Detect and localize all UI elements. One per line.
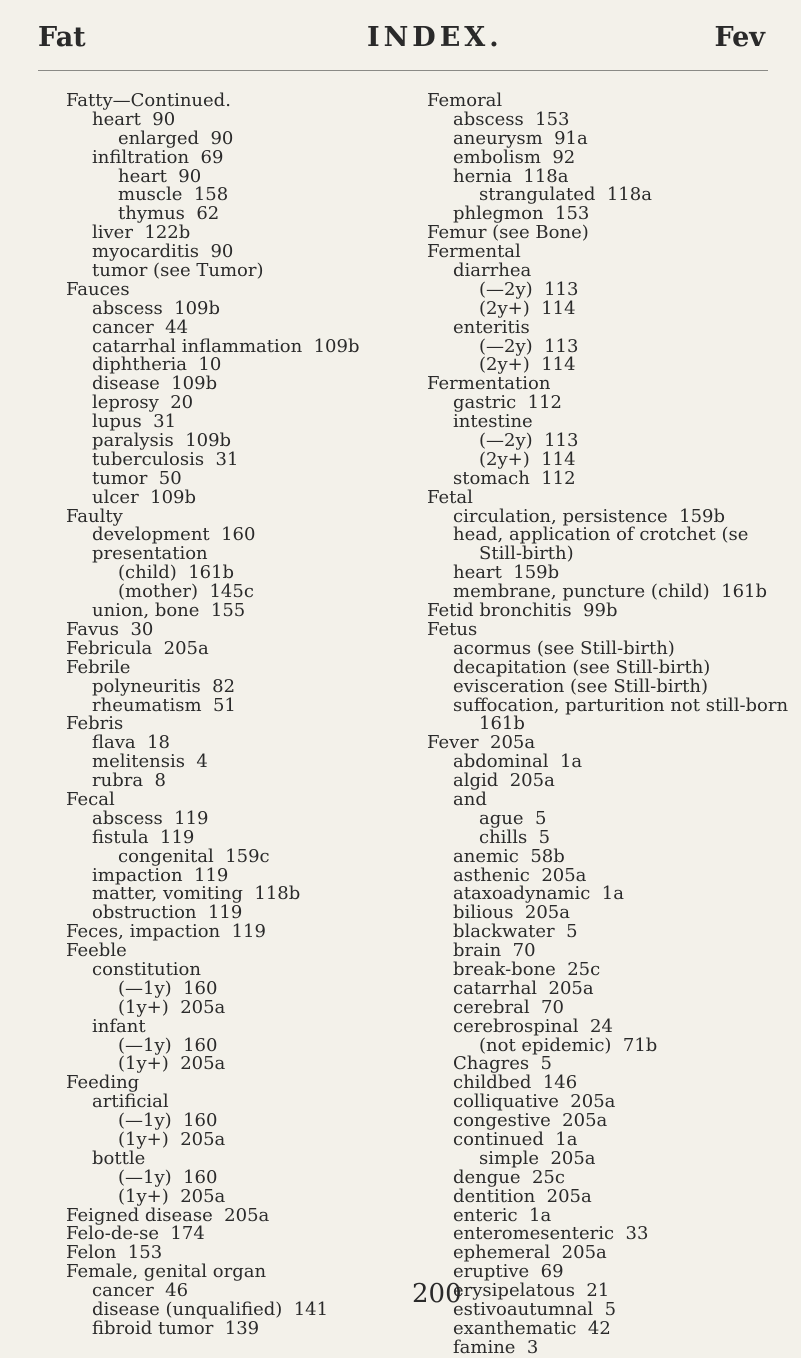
- index-subentry: enteric 1a: [453, 1204, 552, 1226]
- index-subentry: evisceration (see Still-birth): [453, 675, 708, 697]
- index-subentry: suffocation, parturition not still-born: [453, 694, 789, 716]
- index-subentry: head, application of crotchet (se: [453, 524, 749, 546]
- index-subentry: tuberculosis 31: [92, 448, 239, 470]
- index-entry: Fatty—Continued.: [66, 90, 231, 111]
- index-subentry: catarrhal 205a: [453, 977, 594, 999]
- index-subentry: enteritis: [453, 316, 530, 338]
- index-subentry: leprosy 20: [92, 392, 194, 414]
- index-subentry: tumor 50: [92, 467, 182, 489]
- index-entry: Feeding: [66, 1072, 140, 1094]
- index-subentry: (—1y) 160: [118, 977, 218, 999]
- index-subentry: (1y+) 205a: [118, 1053, 226, 1075]
- index-subentry: rubra 8: [92, 770, 166, 792]
- index-entry: Fecal: [66, 788, 115, 810]
- index-subentry: presentation: [92, 543, 208, 565]
- index-subentry: heart 90: [92, 108, 176, 130]
- index-subentry: aneurysm 91a: [453, 127, 588, 149]
- index-subentry: membrane, puncture (child) 161b: [453, 581, 768, 603]
- index-entry: Felo-de-se 174: [66, 1223, 205, 1245]
- index-subentry: myocarditis 90: [92, 241, 234, 263]
- index-subentry: (—1y) 160: [118, 1166, 218, 1188]
- index-subentry: paralysis 109b: [92, 430, 232, 452]
- index-subentry: ataxoadynamic 1a: [453, 883, 624, 905]
- index-subentry: (—1y) 160: [118, 1110, 218, 1132]
- index-subentry: fistula 119: [92, 826, 195, 848]
- index-subentry: thymus 62: [118, 203, 220, 225]
- index-subentry: fibroid tumor 139: [92, 1317, 260, 1339]
- index-subentry: disease 109b: [92, 373, 218, 395]
- index-subentry: Still-birth): [479, 543, 574, 565]
- index-subentry: (—2y) 113: [479, 278, 579, 300]
- index-subentry: chills 5: [479, 826, 551, 848]
- index-subentry: brain 70: [453, 940, 536, 962]
- index-subentry: diphtheria 10: [92, 354, 222, 376]
- page-number: 200: [412, 1279, 462, 1309]
- index-entry: Feigned disease 205a: [66, 1204, 270, 1226]
- index-subentry: (2y+) 114: [479, 297, 576, 319]
- index-subentry: (child) 161b: [118, 562, 235, 584]
- index-subentry: ague 5: [479, 807, 547, 829]
- index-subentry: gastric 112: [453, 392, 562, 414]
- index-subentry: and: [453, 788, 487, 810]
- index-subentry: (2y+) 114: [479, 354, 576, 376]
- index-subentry: estivoautumnal 5: [453, 1299, 617, 1320]
- index-entry: Femoral: [427, 90, 503, 111]
- index-subentry: development 160: [92, 524, 256, 546]
- index-subentry: 161b: [479, 713, 525, 735]
- index-entry: Febricula 205a: [66, 637, 209, 659]
- index-column-right: [427, 92, 799, 1358]
- index-subentry: (1y+) 205a: [118, 1128, 226, 1150]
- index-entry: Fauces: [66, 278, 130, 300]
- index-subentry: dengue 25c: [453, 1166, 565, 1188]
- index-subentry: muscle 158: [118, 184, 229, 206]
- index-subentry: enteromesenteric 33: [453, 1223, 649, 1245]
- index-subentry: (mother) 145c: [118, 581, 254, 603]
- index-subentry: diarrhea: [453, 260, 532, 282]
- index-entry: Fermentation: [427, 373, 551, 395]
- index-entry: Febrile: [66, 656, 131, 678]
- index-entry: Femur (see Bone): [427, 222, 589, 244]
- index-subentry: (—2y) 113: [479, 335, 579, 357]
- index-entry: Fetus: [427, 618, 478, 640]
- index-subentry: algid 205a: [453, 770, 555, 792]
- index-subentry: infiltration 69: [92, 146, 224, 168]
- index-subentry: abscess 153: [453, 108, 570, 130]
- index-entry: Fetid bronchitis 99b: [427, 600, 618, 622]
- index-subentry: stomach 112: [453, 467, 576, 489]
- index-subentry: liver 122b: [92, 222, 191, 244]
- index-subentry: famine 3: [453, 1336, 539, 1358]
- index-subentry: (not epidemic) 71b: [479, 1034, 658, 1056]
- index-subentry: bottle: [92, 1147, 146, 1169]
- index-subentry: cerebral 70: [453, 996, 564, 1018]
- index-subentry: decapitation (see Still-birth): [453, 656, 711, 678]
- index-subentry: childbed 146: [453, 1072, 578, 1094]
- index-subentry: congestive 205a: [453, 1110, 608, 1132]
- index-subentry: tumor (see Tumor): [92, 260, 264, 282]
- header-left-guide-word: Fat: [38, 22, 86, 53]
- index-subentry: cerebrospinal 24: [453, 1015, 613, 1037]
- index-entry: Fever 205a: [427, 732, 536, 754]
- index-subentry: rheumatism 51: [92, 694, 236, 716]
- index-subentry: dentition 205a: [453, 1185, 592, 1207]
- header-title: INDEX.: [367, 22, 503, 53]
- index-subentry: impaction 119: [92, 864, 229, 886]
- index-subentry: catarrhal inflammation 109b: [92, 335, 360, 357]
- index-subentry: strangulated 118a: [479, 184, 652, 206]
- index-subentry: (—1y) 160: [118, 1034, 218, 1056]
- index-subentry: ephemeral 205a: [453, 1242, 607, 1264]
- index-entry: Fermental: [427, 241, 521, 263]
- header-right-guide-word: Fev: [714, 22, 765, 53]
- index-subentry: matter, vomiting 118b: [92, 883, 301, 905]
- header-rule: [38, 70, 768, 71]
- index-subentry: infant: [92, 1015, 146, 1037]
- index-subentry: (1y+) 205a: [118, 1185, 226, 1207]
- index-subentry: abscess 109b: [92, 297, 221, 319]
- index-subentry: congenital 159c: [118, 845, 270, 867]
- page-header: [0, 22, 801, 62]
- index-subentry: anemic 58b: [453, 845, 565, 867]
- index-entry: Female, genital organ: [66, 1261, 267, 1283]
- index-subentry: lupus 31: [92, 411, 177, 433]
- index-entry: Feeble: [66, 940, 127, 962]
- index-subentry: continued 1a: [453, 1128, 578, 1150]
- index-entry: Feces, impaction 119: [66, 921, 266, 943]
- index-subentry: cancer 46: [92, 1280, 189, 1302]
- index-entry: Faulty: [66, 505, 123, 527]
- index-subentry: circulation, persistence 159b: [453, 505, 726, 527]
- index-subentry: polyneuritis 82: [92, 675, 236, 697]
- index-subentry: intestine: [453, 411, 533, 433]
- index-subentry: heart 90: [118, 165, 202, 187]
- index-subentry: asthenic 205a: [453, 864, 587, 886]
- index-subentry: (—2y) 113: [479, 430, 579, 452]
- index-subentry: cancer 44: [92, 316, 189, 338]
- index-subentry: Chagres 5: [453, 1053, 553, 1075]
- index-subentry: heart 159b: [453, 562, 560, 584]
- index-subentry: constitution: [92, 958, 201, 980]
- index-subentry: phlegmon 153: [453, 203, 590, 225]
- index-subentry: exanthematic 42: [453, 1317, 611, 1339]
- index-subentry: disease (unqualified) 141: [92, 1299, 329, 1320]
- index-subentry: erysipelatous 21: [453, 1280, 610, 1302]
- index-subentry: blackwater 5: [453, 921, 578, 943]
- index-subentry: flava 18: [92, 732, 170, 754]
- index-subentry: colliquative 205a: [453, 1091, 616, 1113]
- index-subentry: (1y+) 205a: [118, 996, 226, 1018]
- index-subentry: melitensis 4: [92, 751, 208, 773]
- index-entry: Febris: [66, 713, 124, 735]
- index-column-left: [66, 92, 436, 1339]
- index-entry: Felon 153: [66, 1242, 163, 1264]
- index-subentry: hernia 118a: [453, 165, 569, 187]
- index-subentry: embolism 92: [453, 146, 576, 168]
- index-subentry: union, bone 155: [92, 600, 246, 622]
- index-subentry: bilious 205a: [453, 902, 570, 924]
- index-entry: Favus 30: [66, 618, 154, 640]
- index-subentry: abscess 119: [92, 807, 209, 829]
- index-subentry: (2y+) 114: [479, 448, 576, 470]
- index-subentry: acormus (see Still-birth): [453, 637, 675, 659]
- index-subentry: eruptive 69: [453, 1261, 564, 1283]
- index-subentry: break-bone 25c: [453, 958, 601, 980]
- index-subentry: ulcer 109b: [92, 486, 197, 508]
- index-subentry: artificial: [92, 1091, 169, 1113]
- index-subentry: enlarged 90: [118, 127, 234, 149]
- index-subentry: simple 205a: [479, 1147, 596, 1169]
- index-entry: Fetal: [427, 486, 473, 508]
- index-subentry: abdominal 1a: [453, 751, 583, 773]
- index-subentry: obstruction 119: [92, 902, 243, 924]
